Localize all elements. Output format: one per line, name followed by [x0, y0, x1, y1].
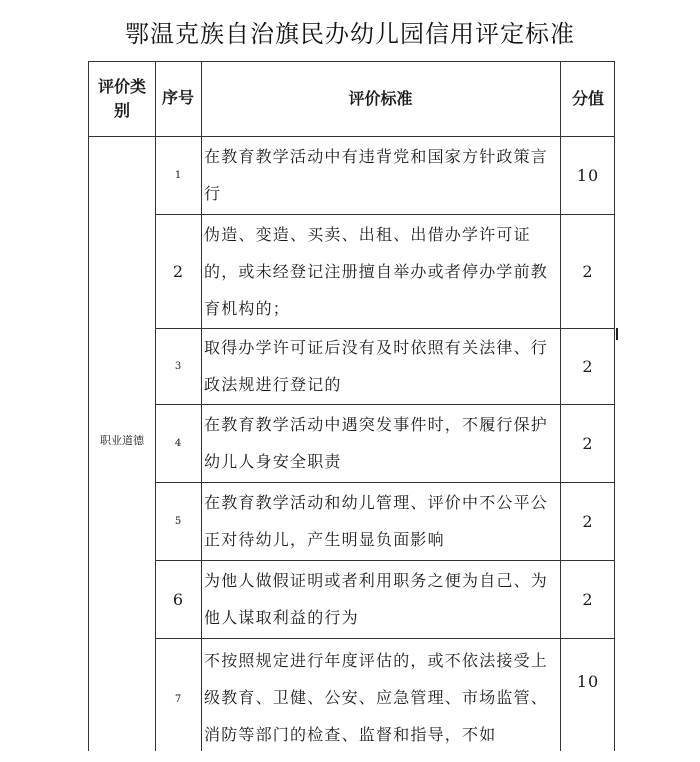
- scan-mark: [616, 328, 618, 340]
- row-criteria: 在教育教学活动和幼儿管理、评价中不公平公正对待幼儿，产生明显负面影响: [204, 493, 549, 549]
- row-index: 1: [174, 169, 182, 181]
- row-index: 3: [174, 360, 182, 372]
- row-index: 7: [174, 694, 182, 705]
- credit-standards-table: [88, 61, 615, 751]
- row-index: 5: [174, 515, 182, 527]
- row-score: 2: [582, 589, 594, 609]
- header-index: 序号: [161, 88, 194, 107]
- row-score: 2: [582, 356, 594, 376]
- row-index: 4: [174, 437, 182, 449]
- row-criteria: 伪造、变造、买卖、出租、出借办学许可证的，或未经登记注册擅自举办或者停办学前教育机构的；: [204, 224, 549, 318]
- row-criteria: 不按照规定进行年度评估的，或不依法接受上级教育、卫健、公安、应急管理、市场监管、消防等部门的检查、监督和指导，不如: [204, 651, 549, 744]
- row-score: 10: [576, 672, 600, 691]
- row-criteria: 取得办学许可证后没有及时依照有关法律、行政法规进行登记的: [204, 338, 549, 394]
- header-category: 评价类别: [97, 77, 146, 120]
- row-index: 6: [172, 589, 184, 609]
- row-criteria: 在教育教学活动中有违背党和国家方针政策言行: [204, 147, 549, 203]
- row-score: 10: [576, 165, 600, 185]
- row-score: 2: [582, 261, 594, 281]
- page-title: 鄂温克族自治旗民办幼儿园信用评定标准: [125, 20, 575, 48]
- row-score: 2: [582, 511, 594, 531]
- row-criteria: 在教育教学活动中遇突发事件时，不履行保护幼儿人身安全职责: [204, 415, 549, 471]
- header-criteria: 评价标准: [348, 89, 413, 108]
- category-cell: 职业道德: [100, 434, 144, 447]
- row-criteria: 为他人做假证明或者利用职务之便为自己、为他人谋取利益的行为: [204, 571, 549, 627]
- row-index: 2: [172, 261, 184, 281]
- row-score: 2: [582, 433, 594, 453]
- header-score: 分值: [571, 89, 604, 108]
